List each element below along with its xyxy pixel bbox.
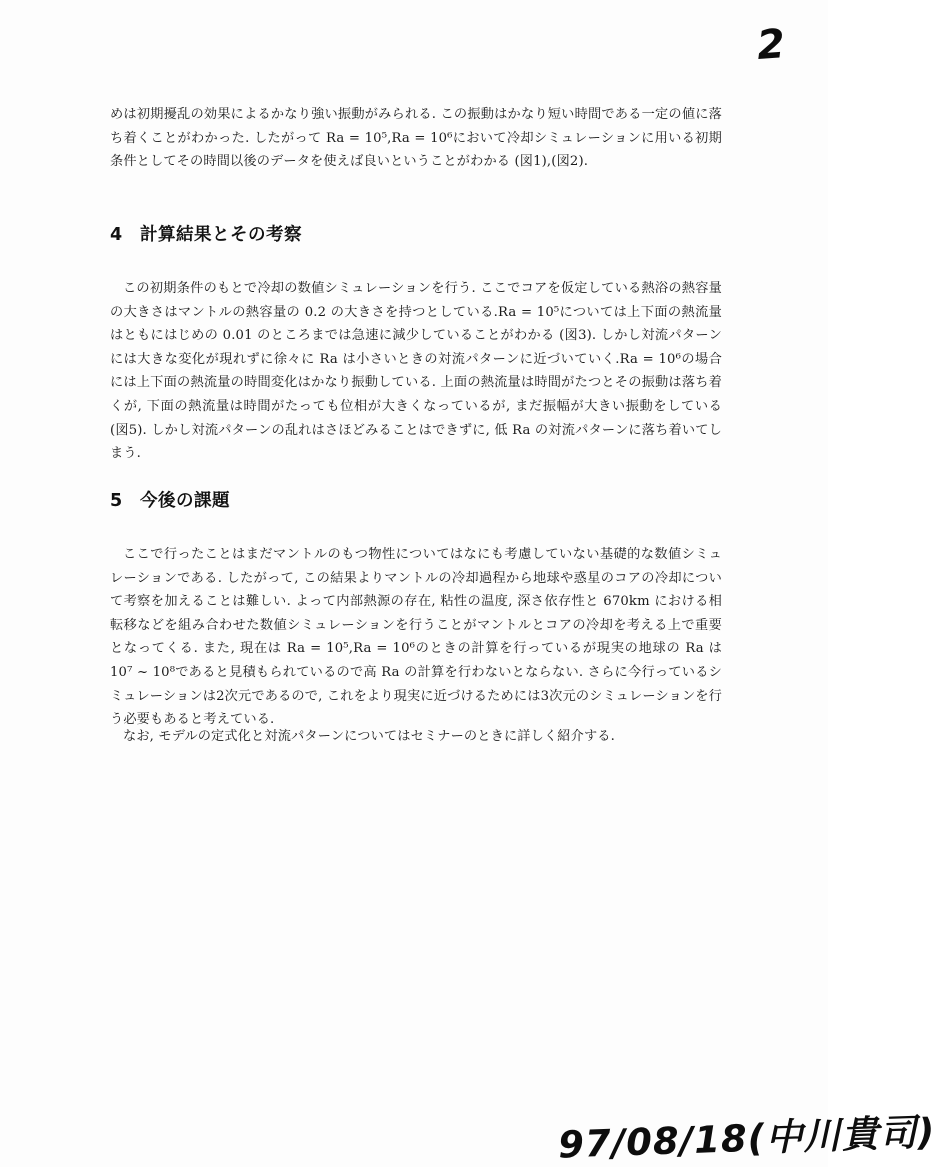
section-4-paragraph: この初期条件のもとで冷却の数値シミュレーションを行う. ここでコアを仮定している熱浴の熱容量の大きさはマントルの熱容量の 0.2 の大きさを持つとしている.Ra = 10⁵については上下面の熱流量はともにはじめの 0.01 のところまでは急速に減少していることがわかる (図3). しかし対流パターンには大きな変化が現れずに徐々に Ra は小さいときの対流パターンに近づいていく.Ra = 10⁶の場合には上下面の熱流量の時間変化はかなり振動している. 上面の熱流量は時間がたつとその振動は落ち着くが, 下面の熱流量は時間がたっても位相が大きくなっているが, まだ振幅が大きい振動をしている (図5). しかし対流パターンの乱れはさほどみることはできずに, 低 Ra の対流パターンに落ち着いてしまう. [110,281,722,462]
section-5-heading [110,487,230,512]
section-5-paragraph-block [110,543,722,732]
section-4-number: 4 [110,225,123,245]
intro-paragraph: めは初期擾乱の効果によるかなり強い振動がみられる. この振動はかなり短い時間である一定の値に落ち着くことがわかった. したがって Ra = 10⁵,Ra = 10⁶において冷却シミュレーションに用いる初期条件としてその時間以後のデータを使えば良いということがわかる (図1),(図2). [110,107,722,170]
section-4-title: 計算結果とその考察 [140,225,302,245]
section-5-paragraph: ここで行ったことはまだマントルのもつ物性についてはなにも考慮していない基礎的な数値シミュレーションである. したがって, この結果よりマントルの冷却過程から地球や惑星のコアの冷却について考察を加えることは難しい. よって内部熱源の存在, 粘性の温度, 深さ依存性と 670km における相転移などを組み合わせた数値シミュレーションを行うことがマントルとコアの冷却を考える上で重要となってくる. また, 現在は Ra = 10⁵,Ra = 10⁶のときの計算を行っているが現実の地球の Ra は 10⁷ ~ 10⁸であると見積もられているので高 Ra の計算を行わないとならない. さらに今行っているシミュレーションは2次元であるので, これをより現実に近づけるためには3次元のシミュレーションを行う必要もあると考えている. [110,547,722,728]
handwritten-date-signature: 97/08/18(中川貴司) [557,1110,936,1167]
section-5-number: 5 [110,491,123,511]
handwritten-page-number: 2 [755,21,788,69]
section-5-title: 今後の課題 [140,491,230,511]
section-4-heading [110,221,302,246]
section-5-note: なお, モデルの定式化と対流パターンについてはセミナーのときに詳しく紹介する. [123,729,615,744]
section-4-paragraph-block [110,277,722,466]
intro-paragraph-block [110,103,722,174]
section-5-note-block [110,725,722,749]
